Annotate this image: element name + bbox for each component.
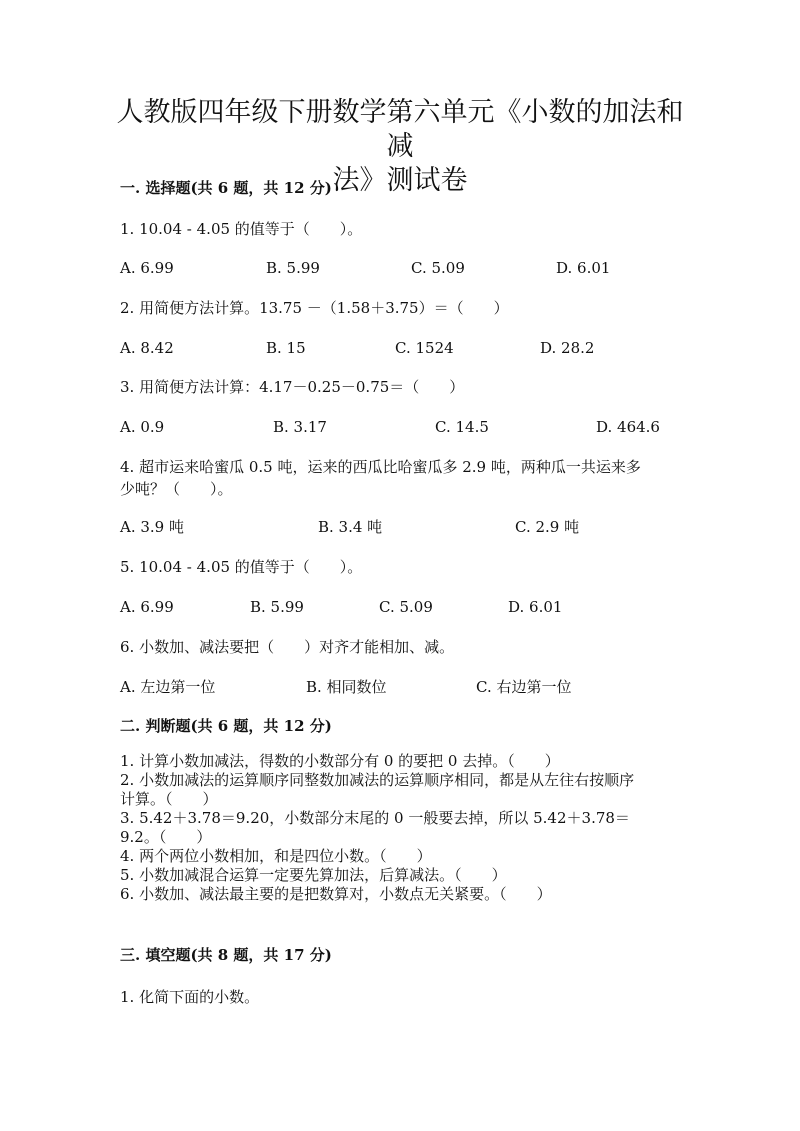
option-d[interactable]: D. 6.01	[556, 259, 611, 277]
judge-item-3-line-1: 3. 5.42＋3.78＝9.20，小数部分末尾的 0 一般要去掉，所以 5.42＋3.78＝	[120, 809, 630, 827]
option-b[interactable]: B. 相同数位	[306, 678, 387, 696]
judge-list	[120, 752, 680, 904]
option-a[interactable]: A. 3.9 吨	[120, 518, 184, 536]
section-heading-judge: 二. 判断题(共 6 题，共 12 分)	[120, 717, 332, 735]
judge-item-4: 4. 两个两位小数相加，和是四位小数。（ ）	[120, 847, 432, 865]
options-3	[120, 416, 680, 438]
options-6	[120, 676, 680, 698]
title-line-1: 人教版四年级下册数学第六单元《小数的加法和减	[116, 97, 684, 162]
judge-item-6: 6. 小数加、减法最主要的是把数算对，小数点无关紧要。（ ）	[120, 885, 552, 903]
judge-item-3-line-2: 9.2。（ ）	[120, 828, 212, 846]
option-a[interactable]: A. 6.99	[120, 598, 174, 616]
options-1	[120, 257, 680, 279]
option-c[interactable]: C. 2.9 吨	[515, 518, 580, 536]
option-c[interactable]: C. 右边第一位	[476, 678, 572, 696]
option-c[interactable]: C. 5.09	[379, 598, 433, 616]
options-4	[120, 516, 680, 538]
question-6: 6. 小数加、减法要把（ ）对齐才能相加、减。	[120, 638, 455, 656]
fill-question-1: 1. 化简下面的小数。	[120, 988, 260, 1006]
option-b[interactable]: B. 5.99	[266, 259, 320, 277]
option-c[interactable]: C. 1524	[395, 339, 454, 357]
option-b[interactable]: B. 5.99	[250, 598, 304, 616]
judge-item-2-line-1: 2. 小数加减法的运算顺序同整数加减法的运算顺序相同，都是从左往右按顺序	[120, 771, 635, 789]
options-2	[120, 337, 680, 359]
question-1: 1. 10.04 - 4.05 的值等于（ ）。	[120, 220, 363, 238]
option-d[interactable]: D. 464.6	[596, 418, 660, 436]
option-b[interactable]: B. 3.17	[273, 418, 327, 436]
option-d[interactable]: D. 28.2	[540, 339, 595, 357]
option-d[interactable]: D. 6.01	[508, 598, 563, 616]
option-a[interactable]: A. 左边第一位	[120, 678, 216, 696]
section-heading-fill: 三. 填空题(共 8 题，共 17 分)	[120, 946, 332, 964]
question-4-line-1: 4. 超市运来哈蜜瓜 0.5 吨，运来的西瓜比哈蜜瓜多 2.9 吨，两种瓜一共运来多	[120, 458, 641, 476]
question-2: 2. 用简便方法计算。13.75 －（1.58＋3.75）＝（ ）	[120, 299, 509, 317]
title-line-2: 法》测试卷	[332, 165, 468, 196]
option-c[interactable]: C. 14.5	[435, 418, 489, 436]
section-heading-choice: 一. 选择题(共 6 题，共 12 分)	[120, 179, 332, 197]
option-a[interactable]: A. 0.9	[120, 418, 165, 436]
judge-item-5: 5. 小数加减混合运算一定要先算加法，后算减法。（ ）	[120, 866, 507, 884]
question-4	[120, 456, 680, 500]
question-4-line-2: 少吨？（ ）。	[120, 480, 233, 498]
option-a[interactable]: A. 8.42	[120, 339, 174, 357]
question-3: 3. 用简便方法计算：4.17－0.25－0.75＝（ ）	[120, 378, 465, 396]
option-c[interactable]: C. 5.09	[411, 259, 465, 277]
option-b[interactable]: B. 3.4 吨	[318, 518, 383, 536]
question-5: 5. 10.04 - 4.05 的值等于（ ）。	[120, 558, 363, 576]
option-b[interactable]: B. 15	[266, 339, 306, 357]
judge-item-2-line-2: 计算。（ ）	[120, 790, 218, 808]
judge-item-1: 1. 计算小数加减法，得数的小数部分有 0 的要把 0 去掉。（ ）	[120, 752, 560, 770]
options-5	[120, 596, 680, 618]
option-a[interactable]: A. 6.99	[120, 259, 174, 277]
